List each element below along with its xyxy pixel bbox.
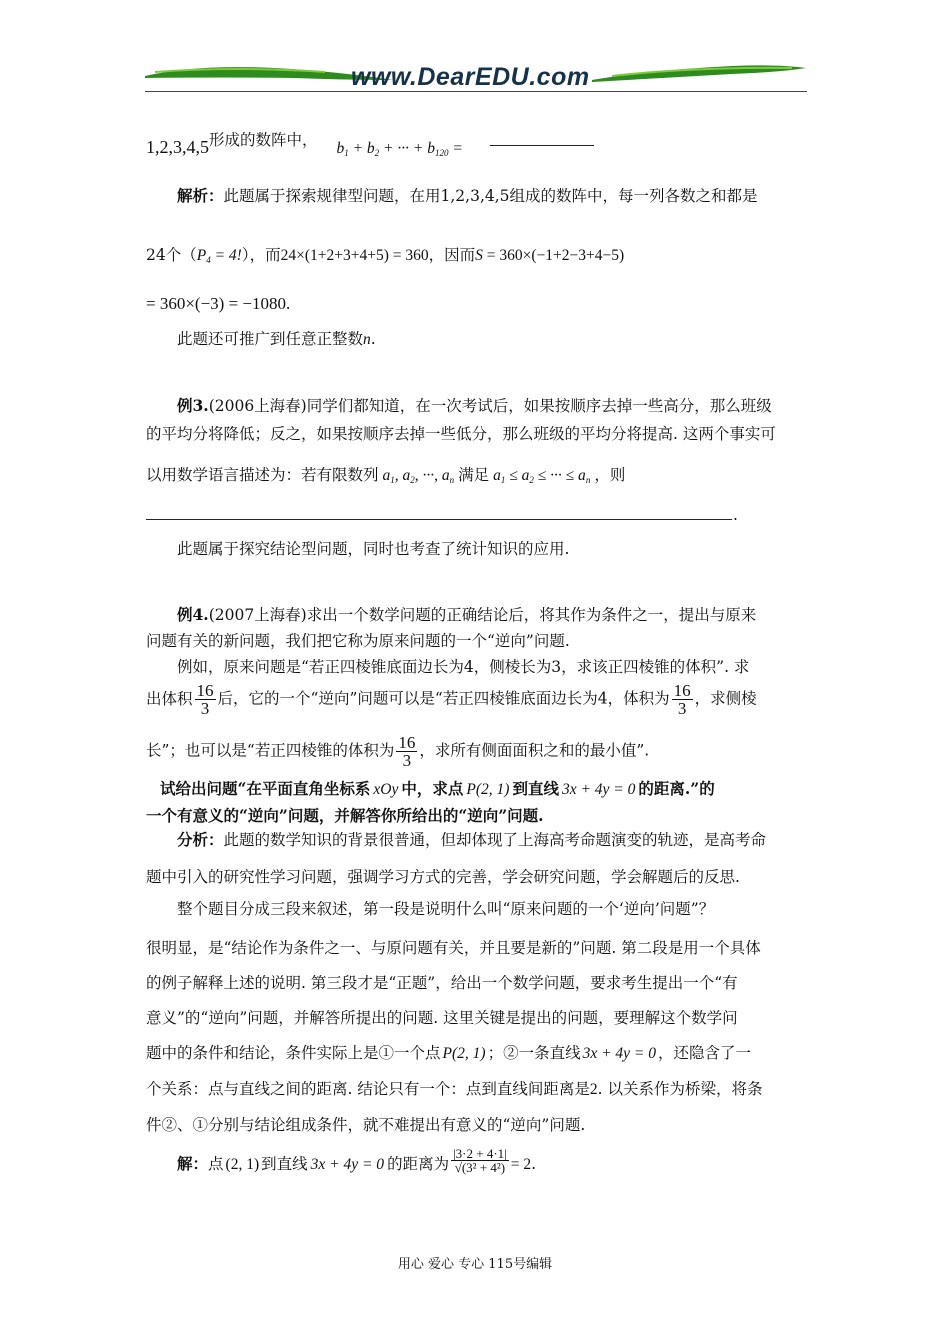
p6-text-b: . 以关系作为桥梁，将条 [597, 1080, 763, 1098]
ex4-text-5b: ，求所有侧面面积之和的最小值”. [419, 741, 650, 760]
analysis2-p6 [146, 1082, 762, 1098]
solution-line [177, 1145, 537, 1175]
s-equation: S = 360×(−1+2−3+4−5) [475, 247, 625, 264]
analysis2-text-1: 此题的数学知识的背景很普通，但却体现了上海高考命题演变的轨迹，是高考命 [223, 831, 767, 849]
satisfy-text: 满足 [458, 466, 490, 484]
fraction-16-3: $\frac{16}{3}$ [196, 681, 214, 718]
period: . [286, 294, 291, 313]
p6-text-a: 个关系：点与直线之间的距离. 结论只有一个：点到直线间距离是 [146, 1080, 590, 1098]
distance-result: = 2 [510, 1156, 532, 1173]
answer-blank-2 [146, 519, 732, 520]
intro-text: 形成的数阵中， [209, 131, 318, 149]
ex4-question-2: 一个有意义的“逆向”问题，并解答你所给出的“逆向”问题. [146, 806, 544, 825]
therefore-text: ，因而 [428, 246, 476, 264]
swoosh-right-icon [592, 58, 807, 94]
analysis-line-3 [146, 295, 290, 312]
p5-text-c: ，还隐含了一 [658, 1044, 752, 1062]
count-text: 24个（ [146, 246, 197, 264]
solution-text-b: 到直线 [261, 1155, 308, 1173]
footer-text: 用心 爱心 专心 115号编辑 [397, 1257, 553, 1272]
ex4-line-4 [146, 682, 757, 717]
ex4-text-4b: 后，它的一个“逆向”问题可以是“若正四棱锥底面边长为4，体积为 [217, 689, 670, 708]
solution-label: 解： [177, 1154, 209, 1173]
generalize-text: 此题还可推广到任意正整数 [177, 330, 364, 348]
analysis2-p4: 意义”的“逆向”问题，并解答所提出的问题. 这里关键是提出的问题，要理解这个数学问 [146, 1009, 738, 1027]
p5-text-a: 题中的条件和结论，条件实际上是①一个点 [146, 1044, 441, 1062]
analysis2-p5 [146, 1046, 751, 1062]
ex3-text-1: (2006上海春)同学们都知道，在一次考试后，如果按顺序去掉一些高分，那么班级 [208, 397, 772, 415]
ex4-line-3: 例如，原来问题是“若正四棱锥底面边长为4，侧棱长为3，求该正四棱锥的体积”. 求 [177, 658, 750, 676]
ex4-line-2: 问题有关的新问题，我们把它称为原来问题的一个“逆向”问题. [146, 632, 570, 650]
solution-text-c: 的距离为 [387, 1155, 450, 1173]
q-text-d: 的距离.”的 [638, 779, 715, 798]
ex3-line-1 [177, 398, 772, 415]
p5-text-b: ；②一条直线 [487, 1044, 581, 1062]
sequence-expr: $a_1$, $a_2$, ···, $a_n$ [382, 467, 455, 485]
analysis2-p2: 很明显，是“结论作为条件之一、与原问题有关，并且要是新的”问题. 第二段是用一个具体 [146, 939, 761, 957]
q-text-c: 到直线 [512, 779, 559, 798]
ex4-line-1 [177, 607, 756, 624]
volume-text: 出体积 [146, 689, 193, 708]
xoy-expr: xOy [373, 781, 399, 798]
analysis2-line-2: 题中引入的研究性学习问题，强调学习方式的完善，学会研究问题，学会解题后的反思. [146, 868, 740, 886]
answer-blank-1 [490, 145, 594, 146]
analysis-label: 解析： [177, 186, 224, 205]
analysis-line-4 [177, 332, 376, 348]
q-text-a: 试给出问题“在平面直角坐标系 [160, 779, 371, 798]
analysis-line-1 [177, 188, 758, 205]
solution-text-a: 点 [208, 1155, 224, 1173]
p4-expression: $P_4 = 4$! [196, 247, 242, 265]
analysis2-p1: 整个题目分成三段来叙述，第一段是说明什么叫“原来问题的一个‘逆向’问题”？ [177, 900, 715, 918]
distance-fraction: $\frac{|3\cdot 2 + 4\cdot 1|}{\text{√(3² + 4²)}}$ [453, 1145, 507, 1175]
ex4-line-5 [146, 734, 649, 769]
header-banner [145, 58, 807, 94]
line-expr: 3x + 4y = 0 [582, 1045, 657, 1062]
q-text-b: 中，求点 [401, 779, 464, 798]
inequality-expr: $a_1 \le a_2$ ≤ ··· ≤ $a_n$ [493, 467, 591, 485]
number-list: 1,2,3,4,5 [146, 137, 209, 157]
analysis2-label: 分析： [177, 830, 224, 849]
analysis-text-1: 此题属于探索规律型问题，在用1,2,3,4,5组成的数阵中，每一列各数之和都是 [223, 187, 758, 205]
analysis2-p7: 件②、①分别与结论组成条件，就不难提出有意义的“逆向”问题. [146, 1116, 586, 1134]
intro-line [146, 131, 463, 158]
line-expr: 3x + 4y = 0 [561, 781, 636, 798]
ex3-text-3a: 以用数学语言描述为：若有限数列 [146, 466, 379, 484]
point-expr: (2, 1) [225, 1156, 260, 1173]
analysis2-line-1 [177, 832, 766, 849]
analysis-line-2 [146, 248, 624, 265]
ex3-label: 例3. [177, 396, 209, 415]
period: . [370, 330, 376, 348]
line-expr: 3x + 4y = 0 [310, 1156, 385, 1173]
fraction-16-3: $\frac{16}{3}$ [398, 733, 416, 770]
ex4-question-1 [160, 781, 715, 798]
distance-value: 2 [589, 1081, 598, 1098]
point-expr: P(2, 1) [442, 1045, 486, 1062]
connector-text: ），而 [241, 246, 281, 264]
result-equation: = 360×(−3) = −1080 [146, 294, 287, 313]
ex4-text-4c: ，求侧棱 [694, 689, 757, 708]
fraction-16-3: $\frac{16}{3}$ [673, 681, 691, 718]
ex4-text-5a: 长”；也可以是“若正四棱锥的体积为 [146, 741, 395, 760]
n-variable: n [363, 331, 371, 348]
ex3-line-2: 的平均分将降低；反之，如果按顺序去掉一些低分，那么班级的平均分将提高. 这两个事实可 [146, 425, 776, 443]
ex4-label: 例4. [177, 605, 209, 624]
sum-expression: $b_1 + b_2$ + ··· + $b_{120}$ = [336, 140, 463, 158]
point-expr: P(2, 1) [466, 781, 510, 798]
site-name: www.DearEDU.com [351, 63, 590, 91]
period: . [531, 1155, 537, 1173]
blank-end: . [733, 506, 738, 524]
ex4-text-1: (2007上海春)求出一个数学问题的正确结论后，将其作为条件之一，提出与原来 [208, 606, 757, 624]
header-rule [145, 91, 807, 92]
sum-equation: 24×(1+2+3+4+5) = 360 [280, 247, 429, 264]
ex3-line-3 [146, 468, 625, 485]
analysis2-p3: 的例子解释上述的说明. 第三段才是“正题”，给出一个数学问题，要求考生提出一个“有 [146, 974, 738, 992]
then-text: ，则 [594, 466, 626, 484]
ex3-note: 此题属于探究结论型问题，同时也考查了统计知识的应用. [177, 540, 570, 558]
